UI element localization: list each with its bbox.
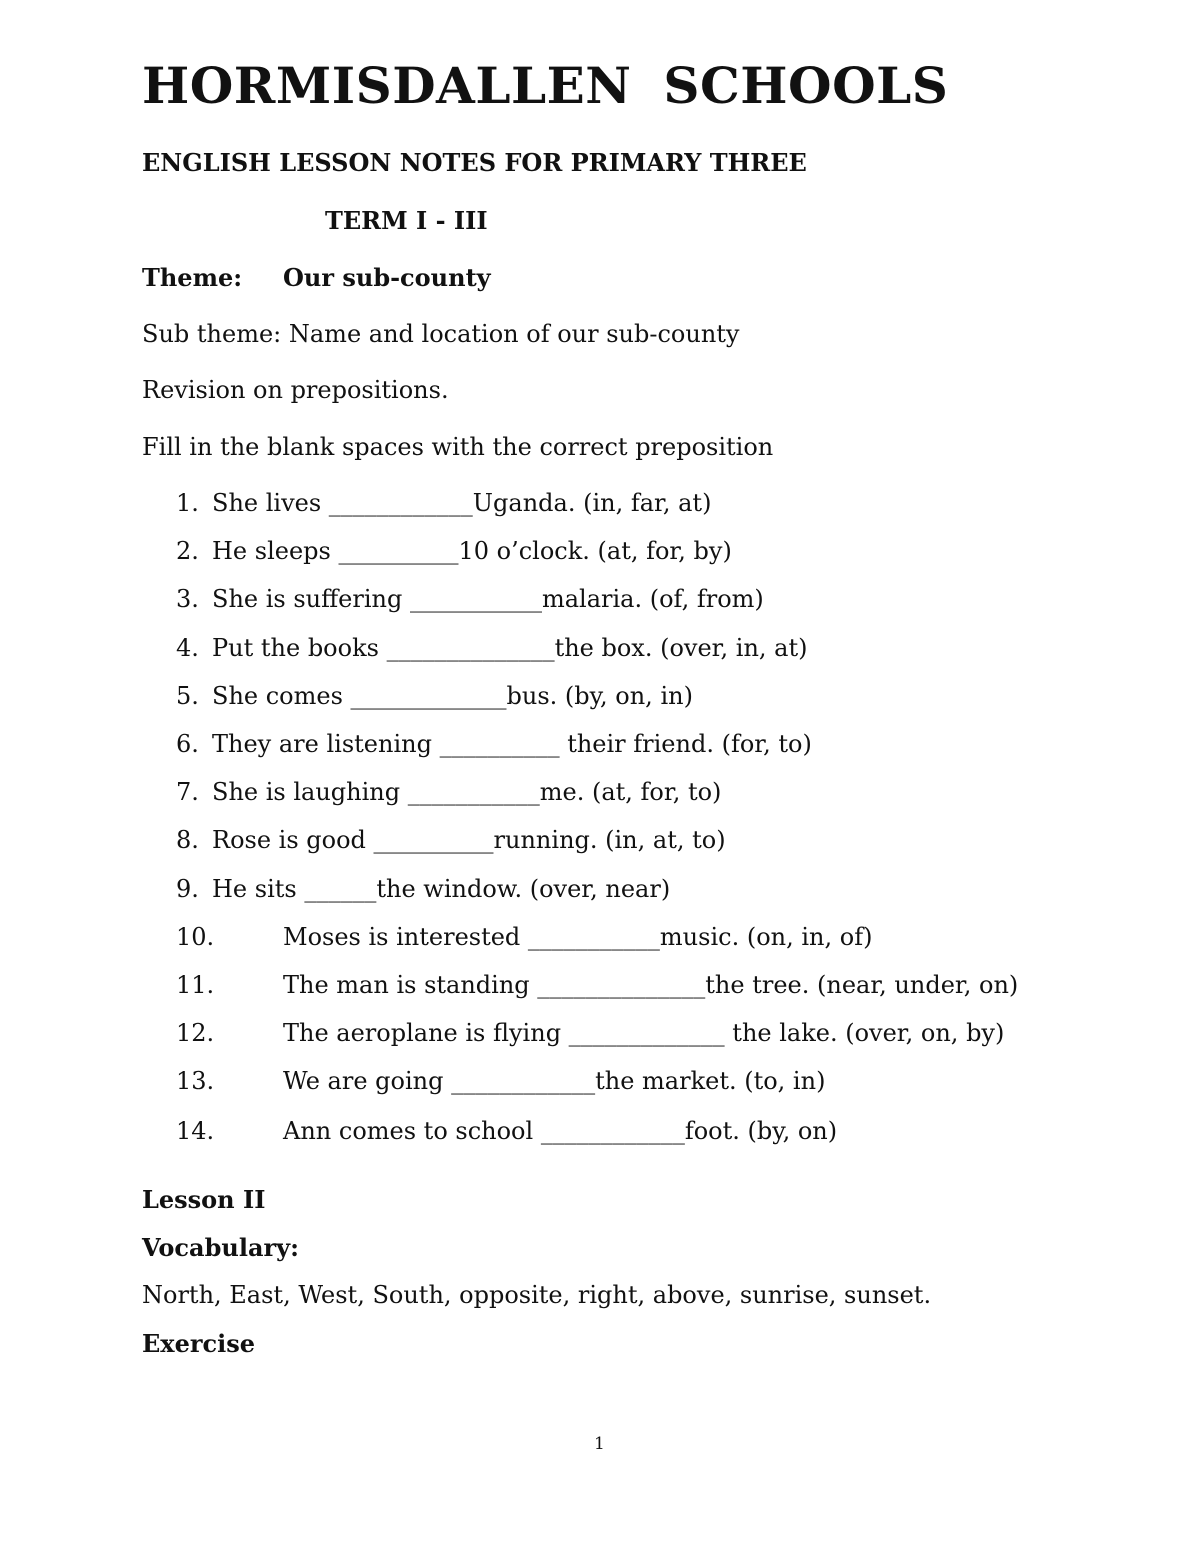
page-number: 1 [594, 1434, 605, 1454]
instruction-line: Fill in the blank spaces with the correct preposition [142, 433, 774, 461]
theme-value: Our sub-county [283, 263, 491, 292]
lesson-notes-subtitle: ENGLISH LESSON NOTES FOR PRIMARY THREE [142, 148, 807, 177]
question-number: 5. [176, 682, 199, 710]
theme-label: Theme: [142, 263, 243, 292]
vocabulary-heading: Vocabulary: [142, 1233, 299, 1262]
question-number: 8. [176, 826, 199, 854]
question-number: 7. [176, 778, 199, 806]
question-number: 12. [176, 1019, 215, 1047]
question-text: Moses is interested ___________music. (on, in, of) [283, 923, 873, 951]
question-number: 14. [176, 1117, 215, 1145]
question-text: Rose is good __________running. (in, at, to) [212, 826, 726, 854]
sub-theme-line: Sub theme: Name and location of our sub-county [142, 320, 740, 348]
question-text: She is suffering ___________malaria. (of, from) [212, 585, 764, 613]
question-text: She is laughing ___________me. (at, for, to) [212, 778, 722, 806]
question-number: 10. [176, 923, 215, 951]
question-number: 1. [176, 489, 199, 517]
question-text: We are going ____________the market. (to, in) [283, 1067, 826, 1095]
revision-line: Revision on prepositions. [142, 376, 449, 404]
question-number: 4. [176, 634, 199, 662]
question-text: She comes _____________bus. (by, on, in) [212, 682, 693, 710]
question-text: Put the books ______________the box. (over, in, at) [212, 634, 808, 662]
question-text: He sleeps __________10 o’clock. (at, for, by) [212, 537, 732, 565]
term-label: TERM I - III [325, 206, 488, 235]
question-number: 11. [176, 971, 215, 999]
question-text: He sits ______the window. (over, near) [212, 875, 671, 903]
question-number: 9. [176, 875, 199, 903]
lesson-heading: Lesson II [142, 1185, 266, 1214]
question-number: 3. [176, 585, 199, 613]
school-title: HORMISDALLEN SCHOOLS [142, 56, 949, 115]
question-text: The man is standing ______________the tree. (near, under, on) [283, 971, 1019, 999]
question-number: 13. [176, 1067, 215, 1095]
vocabulary-words: North, East, West, South, opposite, right, above, sunrise, sunset. [142, 1281, 932, 1309]
question-text: The aeroplane is flying _____________ the lake. (over, on, by) [283, 1019, 1005, 1047]
question-text: She lives ____________Uganda. (in, far, at) [212, 489, 712, 517]
exercise-heading: Exercise [142, 1329, 256, 1358]
question-text: Ann comes to school ____________foot. (by, on) [283, 1117, 838, 1145]
question-number: 2. [176, 537, 199, 565]
question-number: 6. [176, 730, 199, 758]
question-text: They are listening __________ their friend. (for, to) [212, 730, 812, 758]
